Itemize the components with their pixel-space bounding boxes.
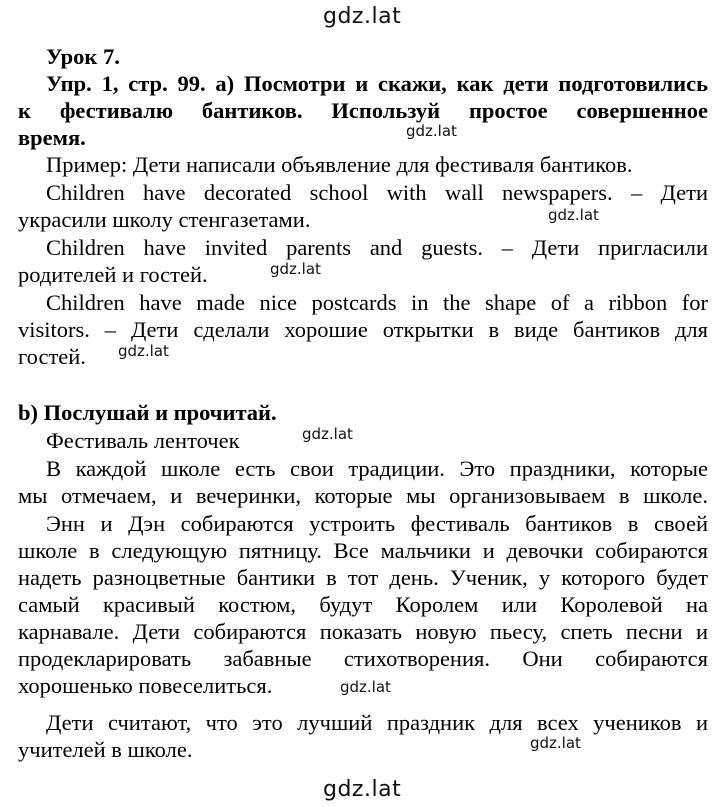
example-line: Пример: Дети написали объявление для фестиваля бантиков.	[46, 152, 633, 177]
watermark: gdz.lat	[548, 206, 599, 224]
watermark: gdz.lat	[530, 734, 581, 752]
answer-line: гостей.	[18, 344, 86, 369]
paragraph-line: мы отмечаем, и вечеринки, которые мы организовываем в школе.	[18, 483, 708, 508]
paragraph-line: В каждой школе есть свои традиции. Это праздники, которые	[46, 456, 708, 481]
paragraph-line: школе в следующую пятницу. Все мальчики и девочки собираются	[18, 538, 708, 563]
answer-line: украсили школу стенгазетами.	[18, 207, 311, 232]
watermark: gdz.lat	[406, 122, 457, 140]
answer-line: Children have invited parents and guests. – Дети пригласили	[46, 235, 708, 260]
watermark: gdz.lat	[270, 260, 321, 278]
paragraph-line: хорошенько повеселиться.	[18, 673, 273, 698]
answer-line: Children have decorated school with wall newspapers. – Дети	[46, 180, 708, 205]
paragraph-line: надеть разноцветные бантики в тот день. Ученик, у которого будет	[18, 565, 708, 590]
paragraph-line: Энн и Дэн собираются устроить фестиваль бантиков в своей	[46, 511, 708, 536]
exercise-a-heading-line: Упр. 1, стр. 99. a) Посмотри и скажи, как дети подготовились	[46, 71, 708, 96]
watermark: gdz.lat	[340, 678, 391, 696]
paragraph-line: продекларировать забавные стихотворения. Они собираются	[18, 646, 708, 671]
watermark-top: gdz.lat	[323, 4, 402, 29]
paragraph-line: учителей в школе.	[18, 737, 193, 762]
paragraph-line: карнавале. Дети собираются показать новую пьесу, спеть песни и	[18, 619, 708, 644]
paragraph-line: самый красивый костюм, будут Королем или Королевой на	[18, 592, 708, 617]
exercise-a-heading-line: время.	[18, 125, 86, 150]
watermark: gdz.lat	[118, 342, 169, 360]
exercise-b-heading: b) Послушай и прочитай.	[18, 400, 277, 425]
answer-line: visitors. – Дети сделали хорошие открытки в виде бантиков для	[18, 317, 708, 342]
paragraph-line: Дети считают, что это лучший праздник для всех учеников и	[46, 710, 708, 735]
lesson-title: Урок 7.	[46, 44, 120, 69]
story-title: Фестиваль ленточек	[46, 428, 240, 453]
watermark: gdz.lat	[302, 425, 353, 443]
answer-line: Children have made nice postcards in the shape of a ribbon for	[46, 290, 708, 315]
watermark-bottom: gdz.lat	[323, 777, 402, 802]
exercise-a-heading-line: к фестивалю бантиков. Используй простое совершенное	[18, 98, 708, 123]
answer-line: родителей и гостей.	[18, 262, 208, 287]
